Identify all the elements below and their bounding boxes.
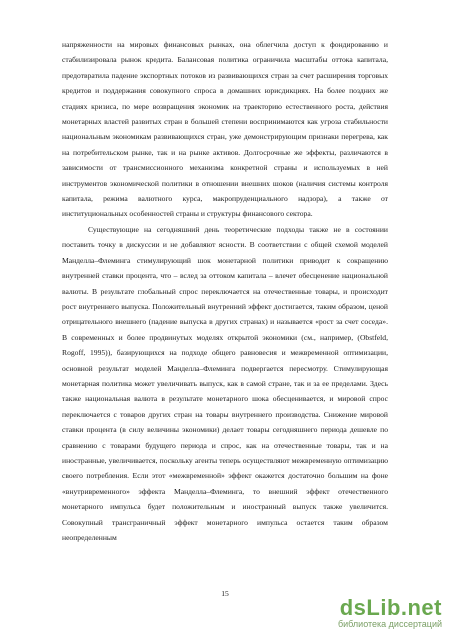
paragraph-continuation: напряженности на мировых финансовых рынках, она облегчила доступ к фондированию и стабилизировала рынок кредита. Балансовая политика ограничила масштабы оттока капитала, предотвратила падение экспортных потоков из развивающихся стран за счет расширения торговых кредитов и поддержания совокупного спроса в домашних юрисдикциях. На более поздних же стадиях кризиса, по мере возвращения экономик на траекторию естественного роста, действия монетарных властей развитых стран в большей степени воспринимаются как угроза стабильности национальным экономикам развивающихся стран, уже демонстрирующим признаки перегрева, как на потребительском рынке, так и на рынке активов. Долгосрочные же эффекты, различаются в зависимости от трансмиссионного механизма конкретной страны и используемых в ней инструментов экономической политики в отношении внешних шоков (наличия системы контроля капитала, режима валютного курса, макропруденциального надзора), а также от институциональных особенностей страны и структуры финансового сектора.: [62, 40, 388, 219]
dslib-subtitle: библиотека диссертаций: [337, 619, 442, 629]
body-text: [62, 37, 388, 545]
dslib-logo: dsLib.net: [339, 595, 442, 620]
paragraph-theory: Существующие на сегодняшний день теоретические подходы также не в состоянии поставить точку в дискуссии и не добавляют ясности. В соответствии с общей схемой моделей Манделла–Флеминга стимулирующий шок монетарной политики приводит к сокращению внутренней ставки процента, что – вслед за оттоком капитала – влечет обесценение национальной валюты. В результате глобальный спрос переключается на отечественные товары, и происходит рост внутреннего выпуска. Положительный внутренний эффект достигается, таким образом, ценой отрицательного внешнего (падение выпуска в других странах) и называется «рост за счет соседа». В современных и более продвинутых моделях открытой экономики (см., например, (Obstfeld, Rogoff, 1995)), базирующихся на подходе общего равновесия и межвременной оптимизации, основной результат моделей Манделла–Флеминга подвергается пересмотру. Стимулирующая монетарная политика может увеличивать выпуск, как в самой стране, так и за ее пределами. Здесь также национальная валюта в результате монетарного шока обесценивается, и мировой спрос переключается с товаров других стран на товары внутреннего производства. Снижение мировой ставки процента (в силу величины экономики) делает товары сегодняшнего периода дешевле по сравнению с товарами будущего периода и спрос, как на отечественные товары, так и на иностранные, увеличивается, поскольку агенты теперь осуществляют межвременную оптимизацию своего потребления. Если этот «межвременной» эффект окажется достаточно большим на фоне «внутривременного» эффекта Манделла–Флеминга, то внешний эффект отечественного монетарного импульса будет положительным и иностранный выпуск также увеличится. Совокупный трансграничный эффект монетарного импульса остается таким образом неопределенным: [62, 224, 388, 542]
dslib-watermark[interactable]: [272, 595, 442, 631]
page-number: 15: [221, 589, 229, 598]
